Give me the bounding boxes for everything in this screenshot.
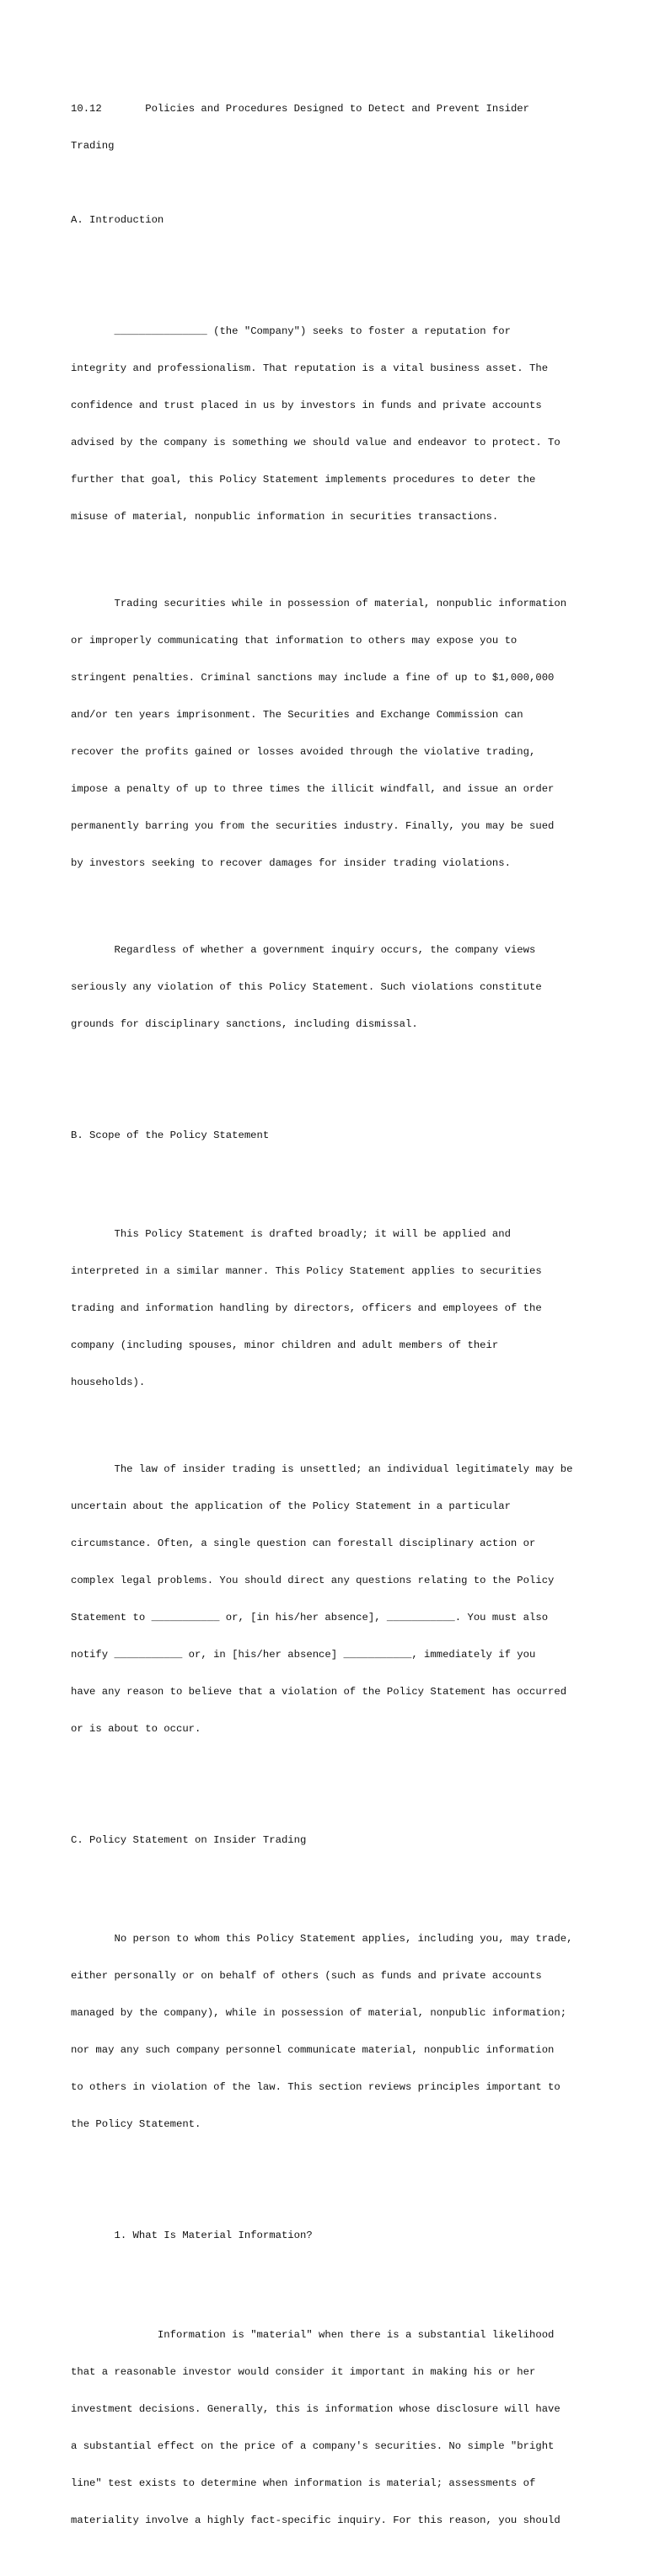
material-paragraph-1	[71, 2304, 610, 2551]
heading-scope: B. Scope of the Policy Statement	[71, 1129, 270, 1141]
intro-p1-line: integrity and professionalism. That reputation is a vital business asset. The	[71, 362, 549, 375]
intro-paragraph-2	[71, 573, 610, 894]
heading-material-information: 1. What Is Material Information?	[114, 2230, 313, 2242]
material-p1-line: that a reasonable investor would consider it important in making his or her	[71, 2365, 536, 2378]
intro-p1-line: confidence and trust placed in us by investors in funds and private accounts	[71, 400, 542, 412]
intro-paragraph-3	[71, 919, 610, 1055]
intro-p2-line: stringent penalties. Criminal sanctions may include a fine of up to $1,000,000	[71, 672, 555, 684]
intro-p3-line: seriously any violation of this Policy Statement. Such violations constitute	[71, 980, 542, 993]
scope-p2-line: Statement to ___________ or, [in his/her absence], ___________. You must also	[71, 1611, 549, 1623]
material-p1-line: investment decisions. Generally, this is information whose disclosure will have	[71, 2402, 560, 2415]
intro-p2-line: recover the profits gained or losses avoided through the violative trading,	[71, 746, 536, 759]
policy-p1-line: No person to whom this Policy Statement applies, including you, may trade,	[114, 1933, 573, 1945]
intro-p2-line: or improperly communicating that information to others may expose you to	[71, 635, 518, 647]
scope-p2-line: uncertain about the application of the Policy Statement in a particular	[71, 1500, 511, 1512]
document-body	[71, 78, 610, 2576]
section-title-line-2: Trading	[71, 140, 115, 153]
scope-paragraph-1	[71, 1204, 610, 1414]
policy-p1-line: to others in violation of the law. This section reviews principles important to	[71, 2081, 560, 2094]
scope-p1-line: trading and information handling by directors, officers and employees of the	[71, 1302, 542, 1315]
scope-p2-line: or is about to occur.	[71, 1722, 201, 1735]
intro-paragraph-1	[71, 301, 610, 548]
intro-p2-line: and/or ten years imprisonment. The Securities and Exchange Commission can	[71, 709, 523, 722]
policy-p1-line: the Policy Statement.	[71, 2118, 201, 2131]
material-p1-line: a substantial effect on the price of a company's securities. No simple "bright	[71, 2439, 555, 2452]
policy-paragraph-1	[71, 1908, 610, 2155]
section-title-line-1	[71, 103, 610, 115]
intro-p2-line: by investors seeking to recover damages for insider trading violations.	[71, 857, 511, 870]
scope-p2-line: have any reason to believe that a violation of the Policy Statement has occurred	[71, 1685, 567, 1698]
intro-p1-line: advised by the company is something we should value and endeavor to protect. To	[71, 437, 560, 449]
scope-paragraph-2	[71, 1438, 610, 1759]
section-title: Policies and Procedures Designed to Detect and Prevent Insider	[145, 103, 530, 115]
intro-p1-line: _______________ (the "Company") seeks to foster a reputation for	[114, 325, 511, 338]
policy-p1-line: managed by the company), while in possession of material, nonpublic information;	[71, 2007, 567, 2020]
material-p1-line: Information is "material" when there is a substantial likelihood	[157, 2328, 555, 2341]
policy-p1-line: nor may any such company personnel communicate material, nonpublic information	[71, 2044, 555, 2057]
scope-p1-line: interpreted in a similar manner. This Policy Statement applies to securities	[71, 1265, 542, 1278]
intro-p1-line: further that goal, this Policy Statement implements procedures to deter the	[71, 474, 536, 486]
scope-p2-line: The law of insider trading is unsettled; an individual legitimately may be	[114, 1462, 573, 1475]
intro-p3-line: Regardless of whether a government inquiry occurs, the company views	[114, 943, 536, 956]
scope-p2-line: notify ___________ or, in [his/her absence] ___________, immediately if you	[71, 1648, 536, 1661]
intro-p2-line: Trading securities while in possession of material, nonpublic information	[114, 598, 567, 610]
material-p1-line: materiality involve a highly fact-specific inquiry. For this reason, you should	[71, 2514, 560, 2526]
scope-p1-line: This Policy Statement is drafted broadly; it will be applied and	[114, 1228, 511, 1241]
heading-policy-statement: C. Policy Statement on Insider Trading	[71, 1833, 307, 1846]
heading-introduction: A. Introduction	[71, 214, 164, 227]
intro-p3-line: grounds for disciplinary sanctions, including dismissal.	[71, 1017, 418, 1030]
scope-p1-line: households).	[71, 1377, 146, 1389]
material-p1-line: line" test exists to determine when information is material; assessments of	[71, 2477, 536, 2489]
intro-p2-line: permanently barring you from the securities industry. Finally, you may be sued	[71, 820, 555, 833]
section-number: 10.12	[71, 103, 102, 115]
scope-p1-line: company (including spouses, minor children and adult members of their	[71, 1339, 499, 1352]
intro-p2-line: impose a penalty of up to three times the illicit windfall, and issue an order	[71, 783, 555, 796]
scope-p2-line: circumstance. Often, a single question can forestall disciplinary action or	[71, 1537, 536, 1549]
policy-p1-line: either personally or on behalf of others (such as funds and private accounts	[71, 1970, 542, 1983]
scope-p2-line: complex legal problems. You should direct any questions relating to the Policy	[71, 1574, 555, 1586]
intro-p1-line: misuse of material, nonpublic information in securities transactions.	[71, 511, 499, 523]
